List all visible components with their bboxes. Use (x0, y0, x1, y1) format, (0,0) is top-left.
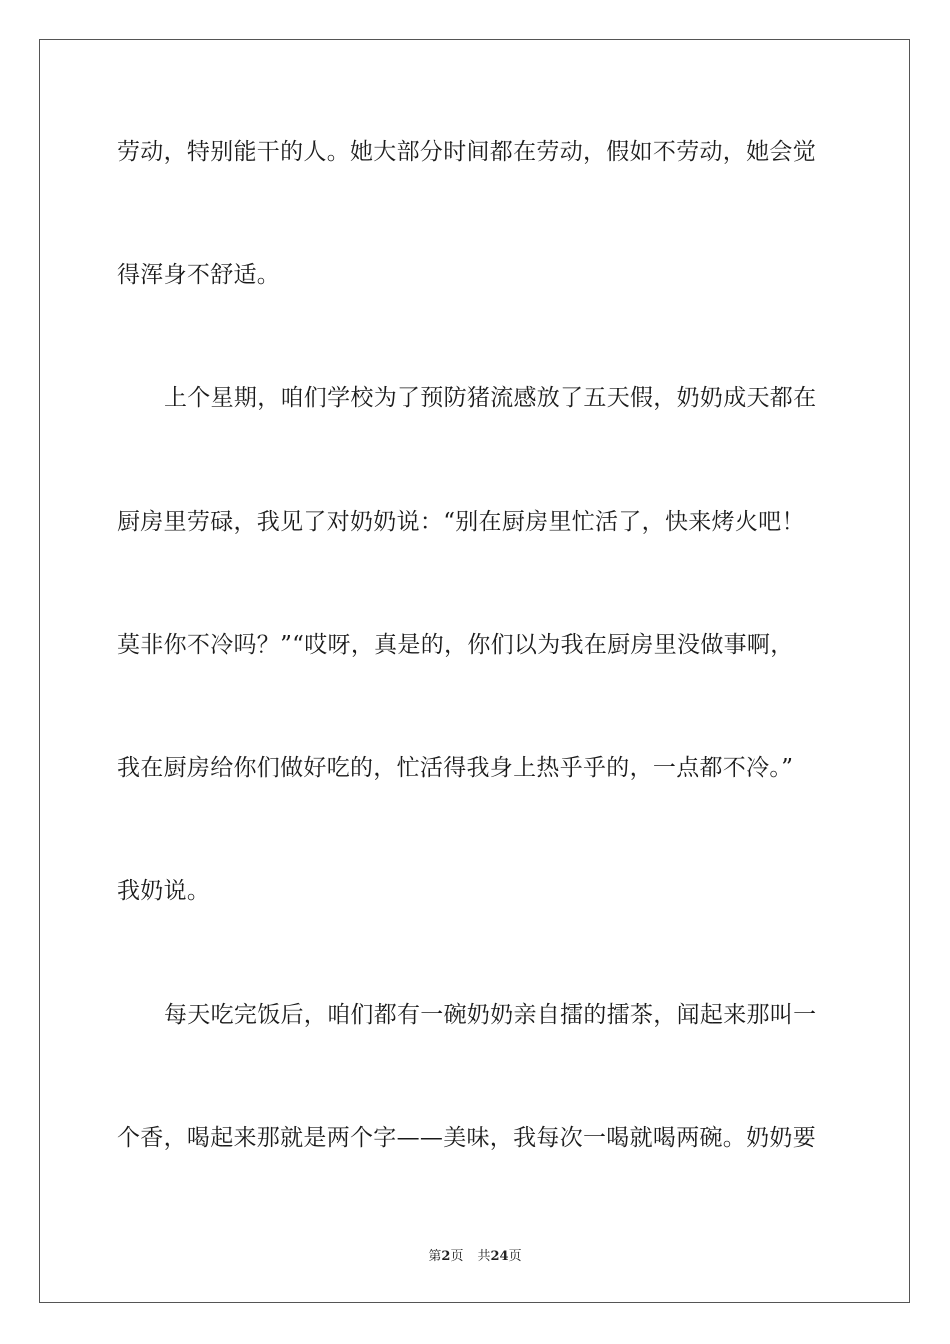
page-suffix: 页 (450, 1249, 464, 1264)
paragraph-line-7: 我奶说。 (117, 878, 211, 904)
total-pages: 24 (490, 1249, 509, 1264)
total-prefix: 共 (477, 1249, 491, 1264)
page-footer (0, 1248, 950, 1266)
page-border (39, 39, 910, 1303)
paragraph-line-4: 厨房里劳碌，我见了对奶奶说：“别在厨房里忙活了，快来烤火吧！ (117, 509, 805, 535)
paragraph-line-8: 每天吃完饭后，咱们都有一碗奶奶亲自擂的擂茶，闻起来那叫一 (164, 1002, 817, 1028)
total-suffix: 页 (508, 1249, 522, 1264)
paragraph-line-5: 莫非你不冷吗？”“哎呀，真是的，你们以为我在厨房里没做事啊， (117, 632, 794, 658)
paragraph-line-9: 个香，喝起来那就是两个字——美味，我每次一喝就喝两碗。奶奶要 (117, 1125, 816, 1151)
paragraph-line-3: 上个星期，咱们学校为了预防猪流感放了五天假，奶奶成天都在 (164, 385, 817, 411)
page-number: 2 (441, 1249, 451, 1264)
paragraph-line-6: 我在厨房给你们做好吃的，忙活得我身上热乎乎的，一点都不冷。” (117, 755, 794, 781)
page-prefix: 第 (428, 1249, 442, 1264)
paragraph-line-1: 劳动，特别能干的人。她大部分时间都在劳动，假如不劳动，她会觉 (117, 139, 816, 165)
paragraph-line-2: 得浑身不舒适。 (117, 262, 281, 288)
